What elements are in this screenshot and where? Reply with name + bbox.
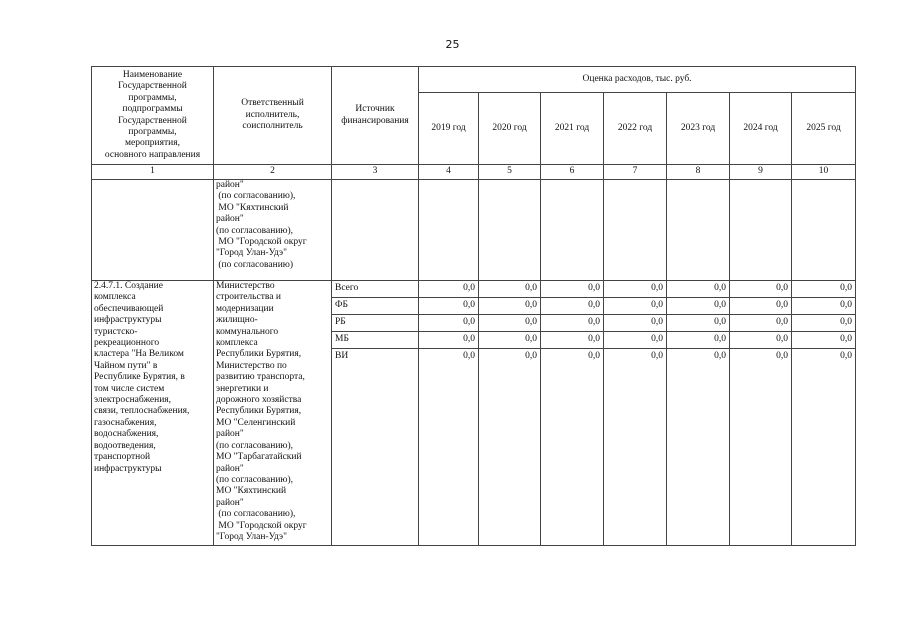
page-number: 25 — [445, 38, 460, 51]
column-number: 1 — [92, 165, 214, 180]
measure-name: 2.4.7.1. Создание комплекса обеспечивающей инфраструктуры туристско- рекреационного кластера "На Великом Чайном пути" в Республике Бурятия, в том числе систем электроснабжения, связи, теплоснабжения, газоснабжения, водоснабжения, водоотведения, транспортной инфраструктуры — [92, 281, 214, 546]
continuation-executor: район" (по согласованию), МО "Кяхтинский район" (по согласованию), МО "Городской округ "Город Улан-Удэ" (по согласованию) — [214, 180, 332, 281]
expense-value: 0,0 — [604, 298, 667, 315]
empty-cell — [541, 180, 604, 281]
expense-value: 0,0 — [541, 298, 604, 315]
header-year: 2023 год — [667, 93, 730, 165]
header-year: 2019 год — [419, 93, 479, 165]
expense-value: 0,0 — [792, 315, 856, 332]
expense-value: 0,0 — [792, 349, 856, 546]
expense-value: 0,0 — [792, 298, 856, 315]
expense-value: 0,0 — [604, 332, 667, 349]
expense-value: 0,0 — [792, 281, 856, 298]
expense-value: 0,0 — [667, 332, 730, 349]
measure-row-total — [92, 281, 856, 298]
column-number: 9 — [730, 165, 792, 180]
funding-source-label: ФБ — [332, 298, 419, 315]
expense-value: 0,0 — [541, 281, 604, 298]
expense-value: 0,0 — [667, 349, 730, 546]
expense-value: 0,0 — [730, 349, 792, 546]
expense-value: 0,0 — [730, 332, 792, 349]
empty-cell — [479, 180, 541, 281]
column-number: 7 — [604, 165, 667, 180]
header-expenses: Оценка расходов, тыс. руб. — [419, 67, 856, 93]
header-executor: Ответственный исполнитель, соисполнитель — [214, 67, 332, 165]
expense-value: 0,0 — [604, 315, 667, 332]
empty-cell — [730, 180, 792, 281]
continuation-row — [92, 180, 856, 281]
expense-value: 0,0 — [479, 315, 541, 332]
expense-value: 0,0 — [792, 332, 856, 349]
expense-value: 0,0 — [419, 349, 479, 546]
column-number: 3 — [332, 165, 419, 180]
expense-value: 0,0 — [667, 298, 730, 315]
expense-value: 0,0 — [419, 281, 479, 298]
expense-value: 0,0 — [730, 315, 792, 332]
column-number: 8 — [667, 165, 730, 180]
expense-value: 0,0 — [730, 298, 792, 315]
header-program-name: Наименование Государственной программы, подпрограммы Государственной программы, мероприятия, основного направления — [92, 67, 214, 165]
expense-value: 0,0 — [667, 315, 730, 332]
expenses-table — [91, 66, 856, 546]
expense-value: 0,0 — [541, 332, 604, 349]
funding-source-label: РБ — [332, 315, 419, 332]
funding-source-label: МБ — [332, 332, 419, 349]
measure-executor: Министерство строительства и модернизации жилищно- коммунального комплекса Республики Бурятия, Министерство по развитию транспорта, энергетики и дорожного хозяйства Республики Бурятия, МО "Селенгинский район" (по согласованию), МО "Тарбагатайский район" (по согласованию), МО "Кяхтинский район" (по согласованию), МО "Городской округ "Город Улан-Удэ" — [214, 281, 332, 546]
header-year: 2022 год — [604, 93, 667, 165]
header-year: 2020 год — [479, 93, 541, 165]
column-number: 2 — [214, 165, 332, 180]
header-funding-source: Источник финансирования — [332, 67, 419, 165]
expense-value: 0,0 — [541, 349, 604, 546]
column-number: 5 — [479, 165, 541, 180]
empty-cell — [92, 180, 214, 281]
expense-value: 0,0 — [479, 349, 541, 546]
expense-value: 0,0 — [479, 281, 541, 298]
expense-value: 0,0 — [419, 332, 479, 349]
column-number: 10 — [792, 165, 856, 180]
column-number-row — [92, 165, 856, 180]
funding-source-label: Всего — [332, 281, 419, 298]
header-year: 2025 год — [792, 93, 856, 165]
expense-value: 0,0 — [604, 281, 667, 298]
empty-cell — [419, 180, 479, 281]
empty-cell — [604, 180, 667, 281]
expense-value: 0,0 — [479, 332, 541, 349]
column-number: 6 — [541, 165, 604, 180]
expense-value: 0,0 — [730, 281, 792, 298]
empty-cell — [332, 180, 419, 281]
funding-source-label: ВИ — [332, 349, 419, 546]
expense-value: 0,0 — [479, 298, 541, 315]
expense-value: 0,0 — [604, 349, 667, 546]
expense-value: 0,0 — [541, 315, 604, 332]
expense-value: 0,0 — [419, 315, 479, 332]
empty-cell — [792, 180, 856, 281]
expense-value: 0,0 — [667, 281, 730, 298]
column-number: 4 — [419, 165, 479, 180]
empty-cell — [667, 180, 730, 281]
expense-value: 0,0 — [419, 298, 479, 315]
header-year: 2024 год — [730, 93, 792, 165]
header-year: 2021 год — [541, 93, 604, 165]
